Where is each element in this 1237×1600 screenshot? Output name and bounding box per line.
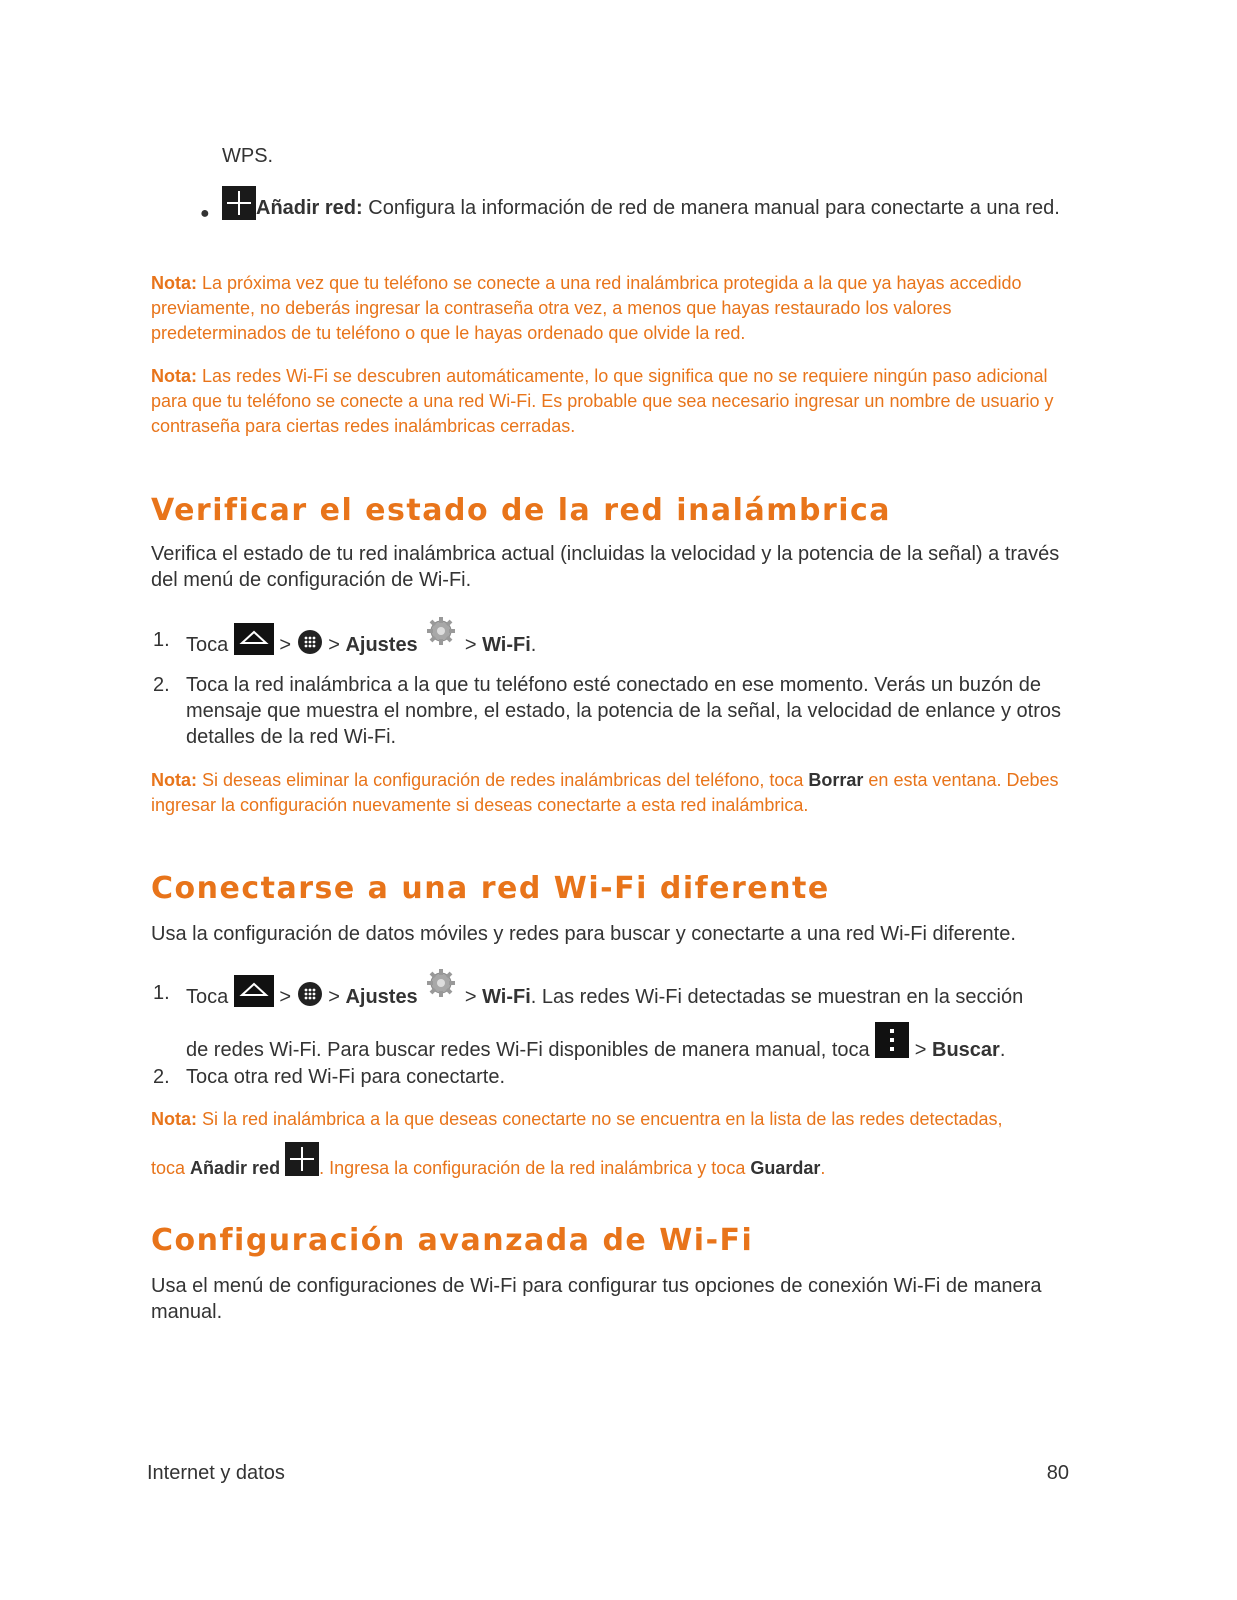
note-label: Nota: <box>151 273 197 293</box>
step-1-rest: . Las redes Wi-Fi detectadas se muestran en la sección <box>530 986 1024 1008</box>
note-verify-text-a: Si deseas eliminar la configuración de redes inalámbricas del teléfono, toca <box>202 770 804 790</box>
add-network-item <box>222 186 1072 227</box>
note-verify-text-b: en esta ventana. Debes ingresar la configuración nuevamente si deseas conectarte a esta red inalámbrica. <box>151 770 1059 815</box>
step-toca: Toca <box>186 986 229 1008</box>
add-network-label: Añadir red: <box>256 197 363 219</box>
settings-label: Ajustes <box>345 986 418 1008</box>
period: . <box>530 634 537 656</box>
gear-icon <box>423 967 459 1016</box>
add-network-text: Configura la información de red de manera manual para conectarte a una red. <box>368 197 1060 219</box>
step-2-connect: Toca otra red Wi-Fi para conectarte. <box>186 1066 506 1088</box>
note-label: Nota: <box>151 770 197 790</box>
add-icon <box>222 186 256 227</box>
period: . <box>999 1039 1006 1061</box>
add-icon <box>285 1142 319 1190</box>
separator: > <box>914 1039 927 1061</box>
separator: > <box>464 986 477 1008</box>
note-label: Nota: <box>151 366 197 386</box>
wifi-label: Wi-Fi <box>482 986 531 1008</box>
note-1 <box>151 271 1071 346</box>
note-save: Guardar <box>750 1158 821 1178</box>
note-1-text: La próxima vez que tu teléfono se conecte a una red inalámbrica protegida a la que ya hayas accedido previamente, no deberás ingresar la contraseña otra vez, a menos que hayas restaurado los valores predeterminados de tu teléfono o que le hayas ordenado que olvide la red. <box>151 273 1022 343</box>
section-title-verify: Verificar el estado de la red inalámbrica <box>151 493 892 528</box>
separator: > <box>279 634 292 656</box>
home-icon <box>234 975 274 1022</box>
note-connect-text-a: Si la red inalámbrica a la que deseas conectarte no se encuentra en la lista de las redes detectadas, <box>202 1109 1003 1129</box>
separator: > <box>328 986 340 1008</box>
note-verify <box>151 768 1071 818</box>
step-number: 1. <box>153 629 170 651</box>
note-add-network: Añadir red <box>190 1158 281 1178</box>
section-intro-verify: Verifica el estado de tu red inalámbrica actual (incluidas la velocidad y la potencia de la señal) a través del menú de configuración de Wi-Fi. <box>151 543 1060 591</box>
note-2-text: Las redes Wi-Fi se descubren automáticamente, lo que significa que no se requiere ningún paso adicional para que tu teléfono se conecte a una red Wi-Fi. Es probable que sea necesario ingresar un nombre de usuario y contraseña para ciertas redes inalámbricas cerradas. <box>151 366 1054 436</box>
step-2-verify: Toca la red inalámbrica a la que tu teléfono esté conectado en ese momento. Verás un buzón de mensaje que muestra el nombre, el estado, la potencia de la señal, la velocidad de enlance y otros detalles de la red Wi-Fi. <box>186 674 1061 748</box>
note-2 <box>151 364 1071 439</box>
gear-icon <box>423 615 459 664</box>
step-number: 1. <box>153 982 170 1004</box>
section-title-connect: Conectarse a una red Wi-Fi diferente <box>151 871 830 906</box>
step-1-line2: de redes Wi-Fi. Para buscar redes Wi-Fi disponibles de manera manual, toca <box>186 1039 870 1061</box>
page-number: 80 <box>1046 1462 1069 1484</box>
note-toca: toca <box>151 1158 186 1178</box>
step-toca: Toca <box>186 634 229 656</box>
settings-label: Ajustes <box>345 634 418 656</box>
footer-section: Internet y datos <box>147 1462 285 1484</box>
note-label: Nota: <box>151 1109 197 1129</box>
note-connect-text-b: . Ingresa la configuración de la red inalámbrica y toca <box>319 1158 746 1178</box>
step-1-verify <box>186 615 1066 670</box>
wifi-label: Wi-Fi <box>482 634 531 656</box>
search-label: Buscar <box>932 1039 1000 1061</box>
step-1-connect <box>186 967 1076 1073</box>
section-title-advanced: Configuración avanzada de Wi-Fi <box>151 1223 754 1258</box>
note-borrar: Borrar <box>808 770 864 790</box>
separator: > <box>464 634 477 656</box>
wps-text: WPS. <box>222 145 274 167</box>
step-number: 2. <box>153 674 170 696</box>
apps-icon <box>297 628 323 670</box>
step-number: 2. <box>153 1066 170 1088</box>
section-intro-advanced: Usa el menú de configuraciones de Wi-Fi para configurar tus opciones de conexión Wi-Fi de manera manual. <box>151 1275 1042 1323</box>
home-icon <box>234 623 274 670</box>
note-connect <box>151 1107 1071 1190</box>
period: . <box>820 1158 826 1178</box>
separator: > <box>279 986 292 1008</box>
section-intro-connect: Usa la configuración de datos móviles y redes para buscar y conectarte a una red Wi-Fi diferente. <box>151 923 1016 945</box>
apps-icon <box>297 980 323 1022</box>
bullet-dot: ● <box>200 205 210 222</box>
separator: > <box>328 634 340 656</box>
